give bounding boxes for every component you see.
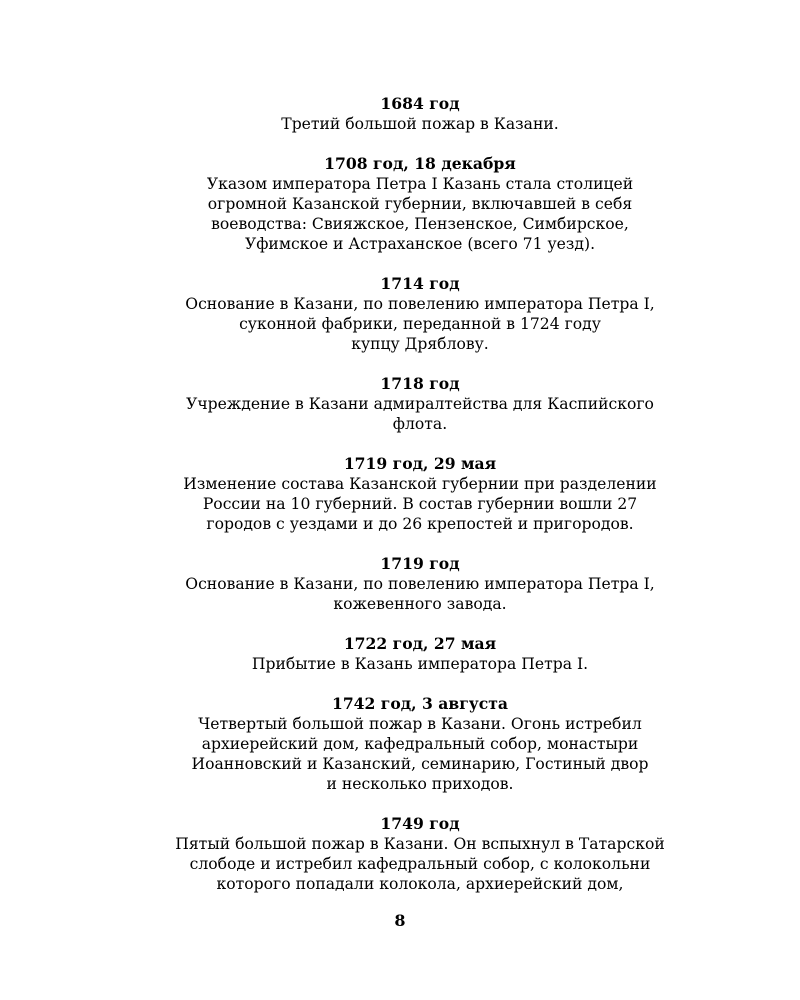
chronology-entry	[120, 814, 720, 894]
entry-text-line: Изменение состава Казанской губернии при разделении	[183, 475, 657, 493]
entry-date: 1742 год, 3 августа	[331, 694, 509, 713]
entry-text-line: Указом императора Петра I Казань стала столицей	[206, 175, 634, 193]
entry-text-line: купцу Дряблову.	[351, 335, 489, 353]
chronology-entry	[120, 634, 720, 674]
chronology-entry	[120, 154, 720, 254]
entry-text-line: флота.	[392, 415, 448, 433]
entry-text-line: Уфимское и Астраханское (всего 71 уезд).	[244, 235, 596, 253]
entry-date: 1718 год	[380, 374, 460, 393]
entry-text-line: архиерейский дом, кафедральный собор, монастыри	[201, 735, 639, 753]
entry-text-line: Основание в Казани, по повелению императора Петра I,	[185, 295, 655, 313]
entry-date: 1684 год	[380, 94, 460, 113]
chronology-entry	[120, 454, 720, 534]
entry-text-line: Иоанновский и Казанский, семинарию, Гостиный двор	[191, 755, 649, 773]
entry-text-line: кожевенного завода.	[333, 595, 507, 613]
entry-text-line: слободе и истребил кафедральный собор, с колокольни	[189, 855, 651, 873]
entry-date: 1722 год, 27 мая	[343, 634, 497, 653]
chronology-entry	[120, 554, 720, 614]
entry-text-line: Основание в Казани, по повелению императора Петра I,	[185, 575, 655, 593]
entry-text-line: воеводства: Свияжское, Пензенское, Симбирское,	[211, 215, 629, 233]
entry-text-line: Пятый большой пожар в Казани. Он вспыхнул в Татарской	[175, 835, 665, 853]
entry-date: 1708 год, 18 декабря	[324, 154, 516, 173]
entry-text-line: городов с уездами и до 26 крепостей и пригородов.	[206, 515, 634, 533]
chronology-entry	[120, 374, 720, 434]
entry-text-line: Третий большой пожар в Казани.	[281, 115, 559, 133]
entry-text-line: Четвертый большой пожар в Казани. Огонь истребил	[198, 715, 642, 733]
entry-date: 1714 год	[380, 274, 460, 293]
chronology-list	[120, 94, 720, 914]
entry-text-line: Учреждение в Казани адмиралтейства для Каспийского	[186, 395, 654, 413]
entry-date: 1719 год	[380, 554, 460, 573]
chronology-entry	[120, 94, 720, 134]
entry-text-line: Прибытие в Казань императора Петра I.	[251, 655, 589, 673]
entry-date: 1719 год, 29 мая	[343, 454, 497, 473]
entry-text-line: России на 10 губерний. В состав губернии вошли 27	[202, 495, 638, 513]
entry-text-line: огромной Казанской губернии, включавшей в себя	[207, 195, 633, 213]
chronology-entry	[120, 274, 720, 354]
entry-text-line: суконной фабрики, переданной в 1724 году	[239, 315, 601, 333]
entry-date: 1749 год	[380, 814, 460, 833]
entry-text-line: и несколько приходов.	[326, 775, 514, 793]
page-number: 8	[394, 911, 406, 930]
chronology-entry	[120, 694, 720, 794]
entry-text-line: которого попадали колокола, архиерейский дом,	[216, 875, 624, 893]
